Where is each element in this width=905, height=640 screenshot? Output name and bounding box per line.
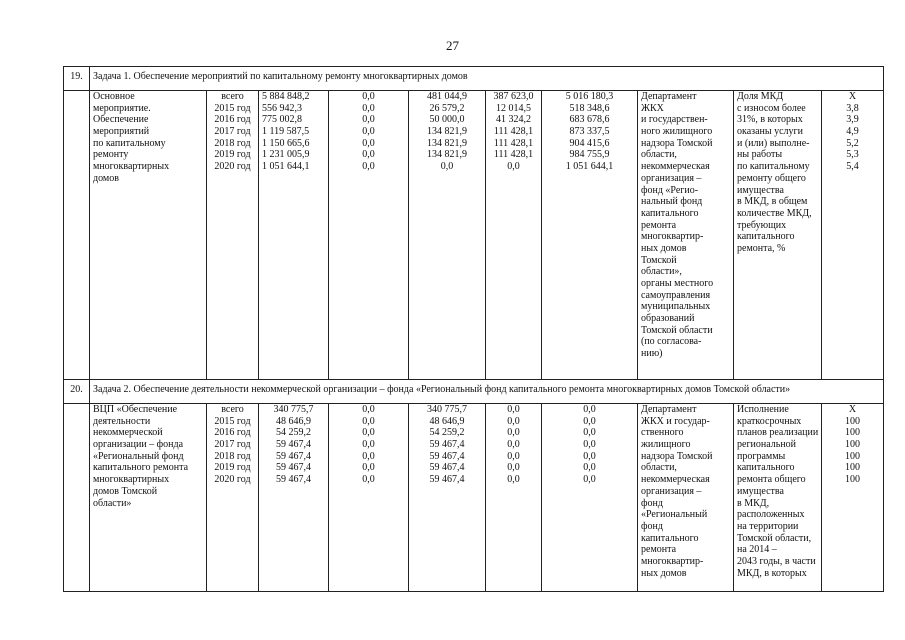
other-value: 0,0 — [583, 462, 596, 474]
measure-name-line: домов — [93, 172, 119, 184]
indicator-line: на 2014 – — [737, 544, 777, 556]
total-cell — [259, 404, 329, 592]
executor-line: ных домов — [641, 567, 687, 579]
executor-line: самоуправления — [641, 289, 711, 301]
executor-line: капитального — [641, 207, 699, 219]
measure-name-line: ВЦП «Обеспечение — [93, 404, 178, 415]
year-label: 2020 год — [214, 474, 251, 486]
total-value: 1 150 665,6 — [262, 137, 310, 149]
executor-line: организация – — [641, 485, 702, 497]
executor-line: Томской — [641, 254, 677, 266]
year-label: 2017 год — [214, 439, 251, 451]
year-cell — [207, 404, 259, 592]
program-table — [63, 66, 884, 592]
regional-value: 134 821,9 — [427, 137, 467, 149]
executor-line: области, — [641, 462, 677, 474]
measure-name-line: Обеспечение — [93, 114, 149, 126]
local-value: 0,0 — [507, 415, 520, 427]
measure-name-cell — [90, 404, 207, 592]
indicator-value: Х — [848, 91, 857, 102]
executor-line: и государствен- — [641, 114, 708, 126]
measure-name-line: мероприятий — [93, 126, 150, 138]
measure-name-line: «Региональный фонд — [93, 450, 184, 462]
measure-name-line: некоммерческой — [93, 427, 163, 439]
executor-line: области, — [641, 149, 677, 161]
total-value: 556 942,3 — [262, 102, 302, 114]
total-value: 59 467,4 — [276, 439, 311, 451]
year-label: 2018 год — [214, 450, 251, 462]
indicator-line: расположенных — [737, 509, 805, 521]
executor-line: нию) — [641, 348, 663, 360]
local-value: 111 428,1 — [493, 137, 534, 149]
year-label: 2019 год — [214, 149, 251, 161]
federal-value: 0,0 — [362, 126, 375, 138]
indicator-line: 31%, в которых — [737, 114, 803, 126]
regional-budget-cell — [409, 91, 486, 380]
indicator-line: и (или) выполне- — [737, 137, 810, 149]
year-label: 2019 год — [214, 462, 251, 474]
federal-value: 0,0 — [362, 149, 375, 161]
year-cell — [207, 91, 259, 380]
indicator-values-cell — [822, 91, 884, 380]
indicator-line: на территории — [737, 520, 799, 532]
year-label: 2018 год — [214, 137, 251, 149]
measure-name-line: многоквартирных — [93, 161, 170, 173]
executor-line: многоквартир- — [641, 231, 704, 243]
year-label: 2015 год — [214, 415, 251, 427]
year-label: 2016 год — [214, 114, 251, 126]
measure-name-line: мероприятие. — [93, 102, 151, 114]
executor-line: фонд — [641, 520, 663, 532]
indicator-line: имущества — [737, 184, 784, 196]
indicator-line: Доля МКД — [737, 91, 784, 102]
measure-name-line: организации – фонда — [93, 439, 184, 451]
executor-line: фонд — [641, 497, 663, 509]
year-label: всего — [221, 404, 244, 415]
executor-line: организация – — [641, 172, 702, 184]
regional-value: 481 044,9 — [427, 91, 467, 102]
executor-line: органы местного — [641, 278, 714, 289]
regional-value: 59 467,4 — [429, 462, 465, 474]
indicator-line: региональной — [737, 439, 797, 451]
row-number-empty — [64, 91, 90, 380]
executor-line: нальный фонд — [641, 196, 703, 208]
regional-value: 59 467,4 — [429, 439, 465, 451]
executor-line: ремонта — [641, 544, 677, 556]
indicator-line: МКД, в которых — [737, 567, 807, 579]
measure-name-line: многоквартирных — [93, 474, 170, 486]
local-value: 0,0 — [507, 462, 520, 474]
executor-line: капитального — [641, 532, 699, 544]
measure-name-line: по капитальному — [93, 137, 166, 149]
indicator-line: капитального — [737, 231, 795, 243]
indicator-cell — [734, 91, 822, 380]
year-label: всего — [221, 91, 244, 102]
indicator-value: 100 — [845, 415, 861, 427]
local-value: 0,0 — [507, 404, 520, 415]
other-value: 0,0 — [583, 404, 596, 415]
executor-line: некоммерческая — [641, 474, 710, 486]
regional-value: 59 467,4 — [429, 474, 465, 486]
federal-value: 0,0 — [362, 161, 375, 173]
regional-value: 54 259,2 — [429, 427, 465, 439]
executor-line: жилищного — [641, 439, 691, 451]
indicator-value: 100 — [845, 439, 861, 451]
executor-line: Департамент — [641, 404, 697, 415]
measure-name-line: домов Томской — [93, 485, 158, 497]
other-value: 518 348,6 — [569, 102, 610, 114]
indicator-line: Исполнение — [737, 404, 789, 415]
executor-line: надзора Томской — [641, 137, 713, 149]
page-number: 27 — [446, 38, 459, 53]
executor-line: муниципальных — [641, 301, 711, 313]
indicator-value: 100 — [845, 474, 861, 486]
regional-value: 50 000,0 — [429, 114, 465, 126]
total-value: 48 646,9 — [276, 415, 311, 427]
executor-line: (по согласова- — [641, 336, 702, 348]
other-value: 873 337,5 — [569, 126, 610, 138]
federal-value: 0,0 — [362, 462, 375, 474]
executor-line: ственного — [641, 427, 684, 439]
measure-name-line: капитального ремонта — [93, 462, 189, 474]
executor-line: ных домов — [641, 242, 687, 254]
executor-line: ЖКХ — [641, 102, 664, 114]
measure-name-line: ремонту — [93, 149, 129, 161]
indicator-value: 3,9 — [846, 114, 859, 126]
federal-value: 0,0 — [362, 427, 375, 439]
local-value: 111 428,1 — [493, 149, 534, 161]
indicator-line: 2043 годы, в части — [737, 555, 816, 567]
indicator-line: в МКД, — [737, 497, 770, 509]
task-1-header-row — [64, 67, 884, 91]
executor-cell — [638, 91, 734, 380]
federal-value: 0,0 — [362, 114, 375, 126]
local-value: 111 428,1 — [493, 126, 534, 138]
other-value: 1 051 644,1 — [565, 161, 614, 173]
executor-line: некоммерческая — [641, 161, 710, 173]
local-value: 0,0 — [507, 474, 520, 486]
local-value: 41 324,2 — [496, 114, 531, 126]
total-value: 59 467,4 — [276, 462, 311, 474]
indicator-line: ремонта общего — [737, 474, 806, 486]
indicator-line: оказаны услуги — [737, 126, 803, 138]
local-value: 387 623,0 — [493, 91, 534, 102]
total-cell — [259, 91, 329, 380]
indicator-line: количестве МКД, — [737, 207, 812, 219]
federal-value: 0,0 — [362, 439, 375, 451]
federal-value: 0,0 — [362, 91, 375, 102]
executor-line: области», — [641, 266, 682, 278]
total-value: 59 467,4 — [276, 450, 311, 462]
total-value: 775 002,8 — [262, 114, 302, 126]
local-budget-cell — [486, 404, 542, 592]
year-label: 2015 год — [214, 102, 251, 114]
measure-name-line: деятельности — [93, 415, 151, 427]
other-value: 5 016 180,3 — [565, 91, 614, 102]
indicator-line: по капитальному — [737, 161, 810, 173]
row-number: 20. — [64, 380, 90, 404]
row-number: 19. — [64, 67, 90, 91]
indicator-value: 100 — [845, 450, 861, 462]
total-value: 5 884 848,2 — [262, 91, 310, 102]
regional-value: 59 467,4 — [429, 450, 465, 462]
total-value: 1 119 587,5 — [262, 126, 310, 138]
total-value: 1 051 644,1 — [262, 161, 310, 173]
executor-line: ремонта — [641, 219, 677, 231]
executor-line: фонд «Регио- — [641, 184, 699, 196]
regional-value: 134 821,9 — [427, 126, 467, 138]
executor-line: многоквартир- — [641, 555, 704, 567]
indicator-line: с износом более — [737, 102, 806, 114]
regional-value: 26 579,2 — [429, 102, 465, 114]
executor-line: ЖКХ и государ- — [641, 415, 710, 427]
other-sources-cell — [542, 404, 638, 592]
federal-value: 0,0 — [362, 404, 375, 415]
regional-budget-cell — [409, 404, 486, 592]
federal-budget-cell — [329, 91, 409, 380]
local-value: 12 014,5 — [496, 102, 531, 114]
other-value: 904 415,6 — [569, 137, 610, 149]
executor-line: ного жилищного — [641, 126, 713, 138]
total-value: 340 775,7 — [273, 404, 314, 415]
measure-name-cell — [90, 91, 207, 380]
local-budget-cell — [486, 91, 542, 380]
task-2-data-row — [64, 404, 884, 592]
indicator-value: 5,4 — [846, 161, 859, 173]
indicator-line: программы — [737, 450, 786, 462]
indicator-line: ны работы — [737, 149, 783, 161]
total-value: 59 467,4 — [276, 474, 311, 486]
indicator-value: 100 — [845, 427, 861, 439]
indicator-line: краткосрочных — [737, 415, 802, 427]
other-value: 683 678,6 — [569, 114, 610, 126]
indicator-value: 5,2 — [846, 137, 859, 149]
indicator-line: ремонта, % — [737, 242, 786, 254]
executor-line: «Региональный — [641, 509, 708, 521]
measure-name-line: Основное — [93, 91, 135, 102]
year-label: 2020 год — [214, 161, 251, 173]
executor-cell — [638, 404, 734, 592]
other-value: 0,0 — [583, 427, 596, 439]
measure-name-line: области» — [93, 497, 132, 509]
task-title: Задача 1. Обеспечение мероприятий по капитальному ремонту многоквартирных домов — [90, 67, 884, 91]
regional-value: 0,0 — [440, 161, 454, 173]
indicator-line: в МКД, в общем — [737, 196, 808, 208]
indicator-line: планов реализации — [737, 427, 819, 439]
task-2-header-row — [64, 380, 884, 404]
executor-line: образований — [641, 313, 695, 325]
local-value: 0,0 — [507, 427, 520, 439]
indicator-value: Х — [848, 404, 857, 415]
federal-budget-cell — [329, 404, 409, 592]
row-number-empty — [64, 404, 90, 592]
total-value: 1 231 005,9 — [262, 149, 310, 161]
regional-value: 48 646,9 — [429, 415, 465, 427]
federal-value: 0,0 — [362, 474, 375, 486]
regional-value: 340 775,7 — [427, 404, 467, 415]
local-value: 0,0 — [507, 161, 520, 173]
indicator-value: 5,3 — [846, 149, 859, 161]
indicator-line: имущества — [737, 485, 784, 497]
total-value: 54 259,2 — [276, 427, 311, 439]
other-value: 0,0 — [583, 439, 596, 451]
executor-line: Томской области — [641, 324, 713, 336]
year-label: 2016 год — [214, 427, 251, 439]
federal-value: 0,0 — [362, 137, 375, 149]
other-value: 0,0 — [583, 415, 596, 427]
task-1-data-row — [64, 91, 884, 380]
other-value: 984 755,9 — [569, 149, 610, 161]
year-label: 2017 год — [214, 126, 251, 138]
federal-value: 0,0 — [362, 415, 375, 427]
indicator-line: ремонту общего — [737, 172, 806, 184]
task-title: Задача 2. Обеспечение деятельности некоммерческой организации – фонда «Региональный фонд капитального ремонта многоквартирных домов Томской области» — [90, 380, 884, 404]
indicator-line: Томской области, — [737, 532, 812, 544]
executor-line: Департамент — [641, 91, 697, 102]
indicator-line: требующих — [737, 219, 787, 231]
other-value: 0,0 — [583, 450, 596, 462]
other-sources-cell — [542, 91, 638, 380]
other-value: 0,0 — [583, 474, 596, 486]
federal-value: 0,0 — [362, 450, 375, 462]
indicator-line: капитального — [737, 462, 795, 474]
indicator-cell — [734, 404, 822, 592]
executor-line: надзора Томской — [641, 450, 713, 462]
indicator-value: 4,9 — [846, 126, 859, 138]
federal-value: 0,0 — [362, 102, 375, 114]
regional-value: 134 821,9 — [427, 149, 467, 161]
indicator-value: 3,8 — [846, 102, 859, 114]
indicator-value: 100 — [845, 462, 861, 474]
indicator-values-cell — [822, 404, 884, 592]
local-value: 0,0 — [507, 450, 520, 462]
local-value: 0,0 — [507, 439, 520, 451]
